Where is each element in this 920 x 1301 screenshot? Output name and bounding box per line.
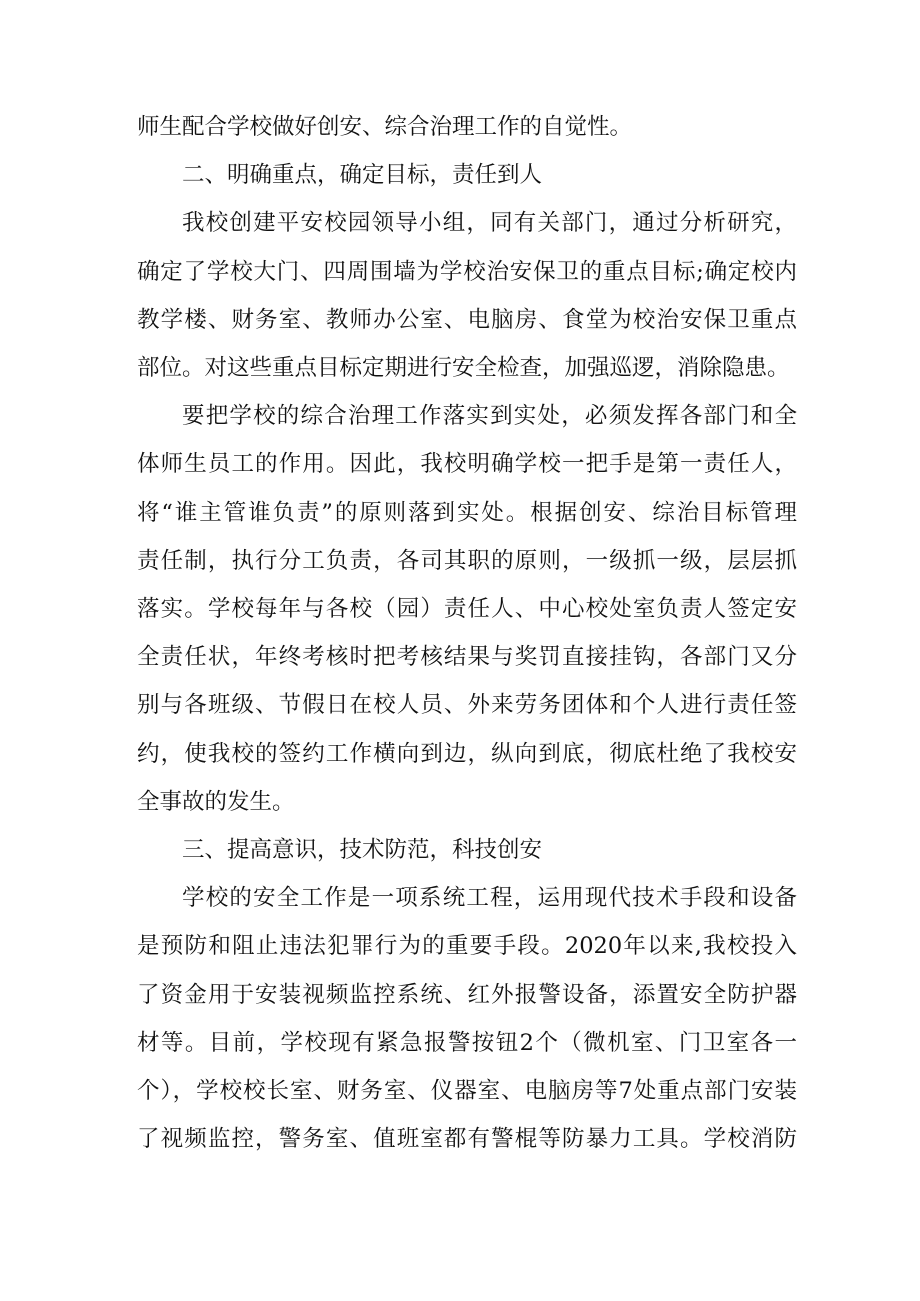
section-heading: 三、提高意识，技术防范，科技创安 [182,837,543,864]
text-line: 全事故的发生。 [137,788,295,815]
text-line: 学校的安全工作是一项系统工程，运用现代技术手段和设备 [182,885,797,912]
text-line: 要把学校的综合治理工作落实到实处，必须发挥各部门和全 [182,403,797,430]
document-body [137,103,797,1163]
text-line: 部位。对这些重点目标定期进行安全检查，加强巡逻，消除隐患。 [137,355,790,382]
text-line: 教学楼、财务室、教师办公室、电脑房、食堂为校治安保卫重点 [137,306,797,333]
text-line: 了资金用于安装视频监控系统、红外报警设备，添置安全防护器 [137,981,797,1008]
text-line: 体师生员工的作用。因此，我校明确学校一把手是第一责任人， [137,451,797,478]
text-line: 材等。目前，学校现有紧急报警按钮2个（微机室、门卫室各一 [137,1029,797,1056]
text-line: 了视频监控，警务室、值班室都有警棍等防暴力工具。学校消防 [137,1126,797,1153]
text-line: 约，使我校的签约工作横向到边，纵向到底，彻底杜绝了我校安 [137,740,797,767]
text-line: 别与各班级、节假日在校人员、外来劳务团体和个人进行责任签 [137,692,797,719]
text-line: 师生配合学校做好创安、综合治理工作的自觉性。 [137,114,633,140]
text-line: 确定了学校大门、四周围墙为学校治安保卫的重点目标;确定校内 [137,258,797,285]
text-line: 我校创建平安校园领导小组，同有关部门，通过分析研究， [182,210,797,237]
text-line: 落实。学校每年与各校（园）责任人、中心校处室负责人签定安 [137,596,797,623]
text-line: 是预防和阻止违法犯罪行为的重要手段。2020年以来,我校投入 [137,933,797,960]
text-line: 责任制，执行分工负责，各司其职的原则，一级抓一级，层层抓 [137,547,797,574]
section-heading: 二、明确重点，确定目标，责任到人 [182,162,543,189]
text-line: 个），学校校长室、财务室、仪器室、电脑房等7处重点部门安装 [137,1078,797,1105]
text-line: 将“谁主管谁负责”的原则落到实处。根据创安、综治目标管理 [137,499,797,526]
text-line: 全责任状，年终考核时把考核结果与奖罚直接挂钩，各部门又分 [137,644,797,671]
